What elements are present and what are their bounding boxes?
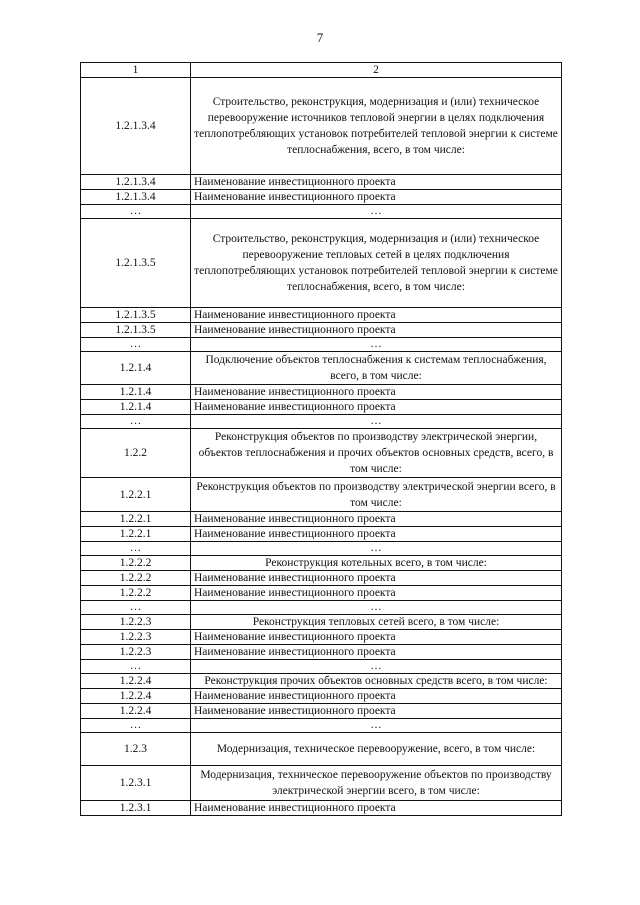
- project-row: [81, 586, 562, 601]
- row-code: 1.2.2.3: [81, 630, 191, 645]
- row-text: …: [191, 601, 562, 615]
- row-text: Наименование инвестиционного проекта: [191, 323, 562, 338]
- row-code: 1.2.2.3: [81, 615, 191, 630]
- table-body: [81, 63, 562, 816]
- row-text: …: [191, 542, 562, 556]
- row-code: 1.2.2.3: [81, 645, 191, 660]
- section-row: [81, 352, 562, 385]
- project-row: [81, 801, 562, 816]
- row-code: 1.2.2: [81, 429, 191, 478]
- row-code: …: [81, 205, 191, 219]
- row-code: 1.2.3: [81, 733, 191, 766]
- row-text: Наименование инвестиционного проекта: [191, 571, 562, 586]
- row-text: …: [191, 338, 562, 352]
- row-text: …: [191, 205, 562, 219]
- row-text: Модернизация, техническое перевооружение, всего, в том числе:: [191, 733, 562, 766]
- row-code: 1.2.1.4: [81, 352, 191, 385]
- row-code: 1.2.2.2: [81, 571, 191, 586]
- row-code: 1.2.2.4: [81, 704, 191, 719]
- project-row: [81, 400, 562, 415]
- section-row: [81, 429, 562, 478]
- row-code: …: [81, 660, 191, 674]
- row-text: Наименование инвестиционного проекта: [191, 801, 562, 816]
- column-header-2: 2: [191, 63, 562, 78]
- ellipsis-row: [81, 205, 562, 219]
- project-row: [81, 308, 562, 323]
- row-code: 1.2.3.1: [81, 801, 191, 816]
- section-row: [81, 478, 562, 512]
- row-text: Наименование инвестиционного проекта: [191, 308, 562, 323]
- row-text: Наименование инвестиционного проекта: [191, 527, 562, 542]
- row-text: Наименование инвестиционного проекта: [191, 689, 562, 704]
- row-text: …: [191, 719, 562, 733]
- project-row: [81, 689, 562, 704]
- section-row: [81, 78, 562, 175]
- row-text: Наименование инвестиционного проекта: [191, 385, 562, 400]
- row-text: Реконструкция объектов по производству электрической энергии, объектов теплоснабжения и прочих объектов основных средств, всего, в том числе:: [191, 429, 562, 478]
- section-row: [81, 219, 562, 308]
- row-code: 1.2.1.4: [81, 385, 191, 400]
- row-code: …: [81, 719, 191, 733]
- project-row: [81, 704, 562, 719]
- row-text: Строительство, реконструкция, модернизация и (или) техническое перевооружение источников тепловой энергии в целях подключения теплопотребляющих установок потребителей тепловой энергии к системе теплоснабжения, всего, в том числе:: [191, 78, 562, 175]
- ellipsis-row: [81, 542, 562, 556]
- row-text: Наименование инвестиционного проекта: [191, 630, 562, 645]
- project-row: [81, 630, 562, 645]
- project-row: [81, 175, 562, 190]
- project-row: [81, 645, 562, 660]
- ellipsis-row: [81, 338, 562, 352]
- row-code: …: [81, 415, 191, 429]
- row-code: 1.2.2.1: [81, 527, 191, 542]
- row-code: 1.2.2.2: [81, 556, 191, 571]
- row-text: Подключение объектов теплоснабжения к системам теплоснабжения, всего, в том числе:: [191, 352, 562, 385]
- section-row: [81, 615, 562, 630]
- ellipsis-row: [81, 660, 562, 674]
- table-header-row: [81, 63, 562, 78]
- row-text: Строительство, реконструкция, модернизация и (или) техническое перевооружение тепловых сетей в целях подключения теплопотребляющих установок потребителей тепловой энергии к системе теплоснабжения, всего, в том числе:: [191, 219, 562, 308]
- row-text: Наименование инвестиционного проекта: [191, 190, 562, 205]
- section-row: [81, 766, 562, 801]
- row-code: 1.2.1.3.4: [81, 78, 191, 175]
- row-text: Наименование инвестиционного проекта: [191, 704, 562, 719]
- column-header-1: 1: [81, 63, 191, 78]
- ellipsis-row: [81, 415, 562, 429]
- project-row: [81, 527, 562, 542]
- row-code: …: [81, 542, 191, 556]
- row-code: 1.2.2.2: [81, 586, 191, 601]
- row-code: 1.2.2.4: [81, 689, 191, 704]
- row-code: 1.2.1.3.4: [81, 175, 191, 190]
- section-row: [81, 733, 562, 766]
- row-code: 1.2.2.1: [81, 512, 191, 527]
- section-row: [81, 556, 562, 571]
- row-text: Реконструкция прочих объектов основных средств всего, в том числе:: [191, 674, 562, 689]
- investment-projects-table: [80, 62, 562, 816]
- row-code: …: [81, 338, 191, 352]
- row-code: 1.2.2.4: [81, 674, 191, 689]
- row-text: …: [191, 660, 562, 674]
- project-row: [81, 385, 562, 400]
- project-row: [81, 512, 562, 527]
- row-code: 1.2.1.4: [81, 400, 191, 415]
- ellipsis-row: [81, 719, 562, 733]
- row-text: Реконструкция котельных всего, в том числе:: [191, 556, 562, 571]
- row-text: Наименование инвестиционного проекта: [191, 586, 562, 601]
- section-row: [81, 674, 562, 689]
- row-text: Модернизация, техническое перевооружение объектов по производству электрической энергии всего, в том числе:: [191, 766, 562, 801]
- project-row: [81, 190, 562, 205]
- row-text: Реконструкция объектов по производству электрической энергии всего, в том числе:: [191, 478, 562, 512]
- project-row: [81, 323, 562, 338]
- row-code: 1.2.1.3.5: [81, 308, 191, 323]
- row-text: Наименование инвестиционного проекта: [191, 645, 562, 660]
- row-text: Наименование инвестиционного проекта: [191, 512, 562, 527]
- row-text: Наименование инвестиционного проекта: [191, 175, 562, 190]
- row-text: Наименование инвестиционного проекта: [191, 400, 562, 415]
- row-code: …: [81, 601, 191, 615]
- row-code: 1.2.1.3.5: [81, 323, 191, 338]
- page-number: 7: [316, 30, 324, 45]
- ellipsis-row: [81, 601, 562, 615]
- row-text: …: [191, 415, 562, 429]
- project-row: [81, 571, 562, 586]
- row-code: 1.2.3.1: [81, 766, 191, 801]
- row-text: Реконструкция тепловых сетей всего, в том числе:: [191, 615, 562, 630]
- row-code: 1.2.1.3.5: [81, 219, 191, 308]
- row-code: 1.2.1.3.4: [81, 190, 191, 205]
- row-code: 1.2.2.1: [81, 478, 191, 512]
